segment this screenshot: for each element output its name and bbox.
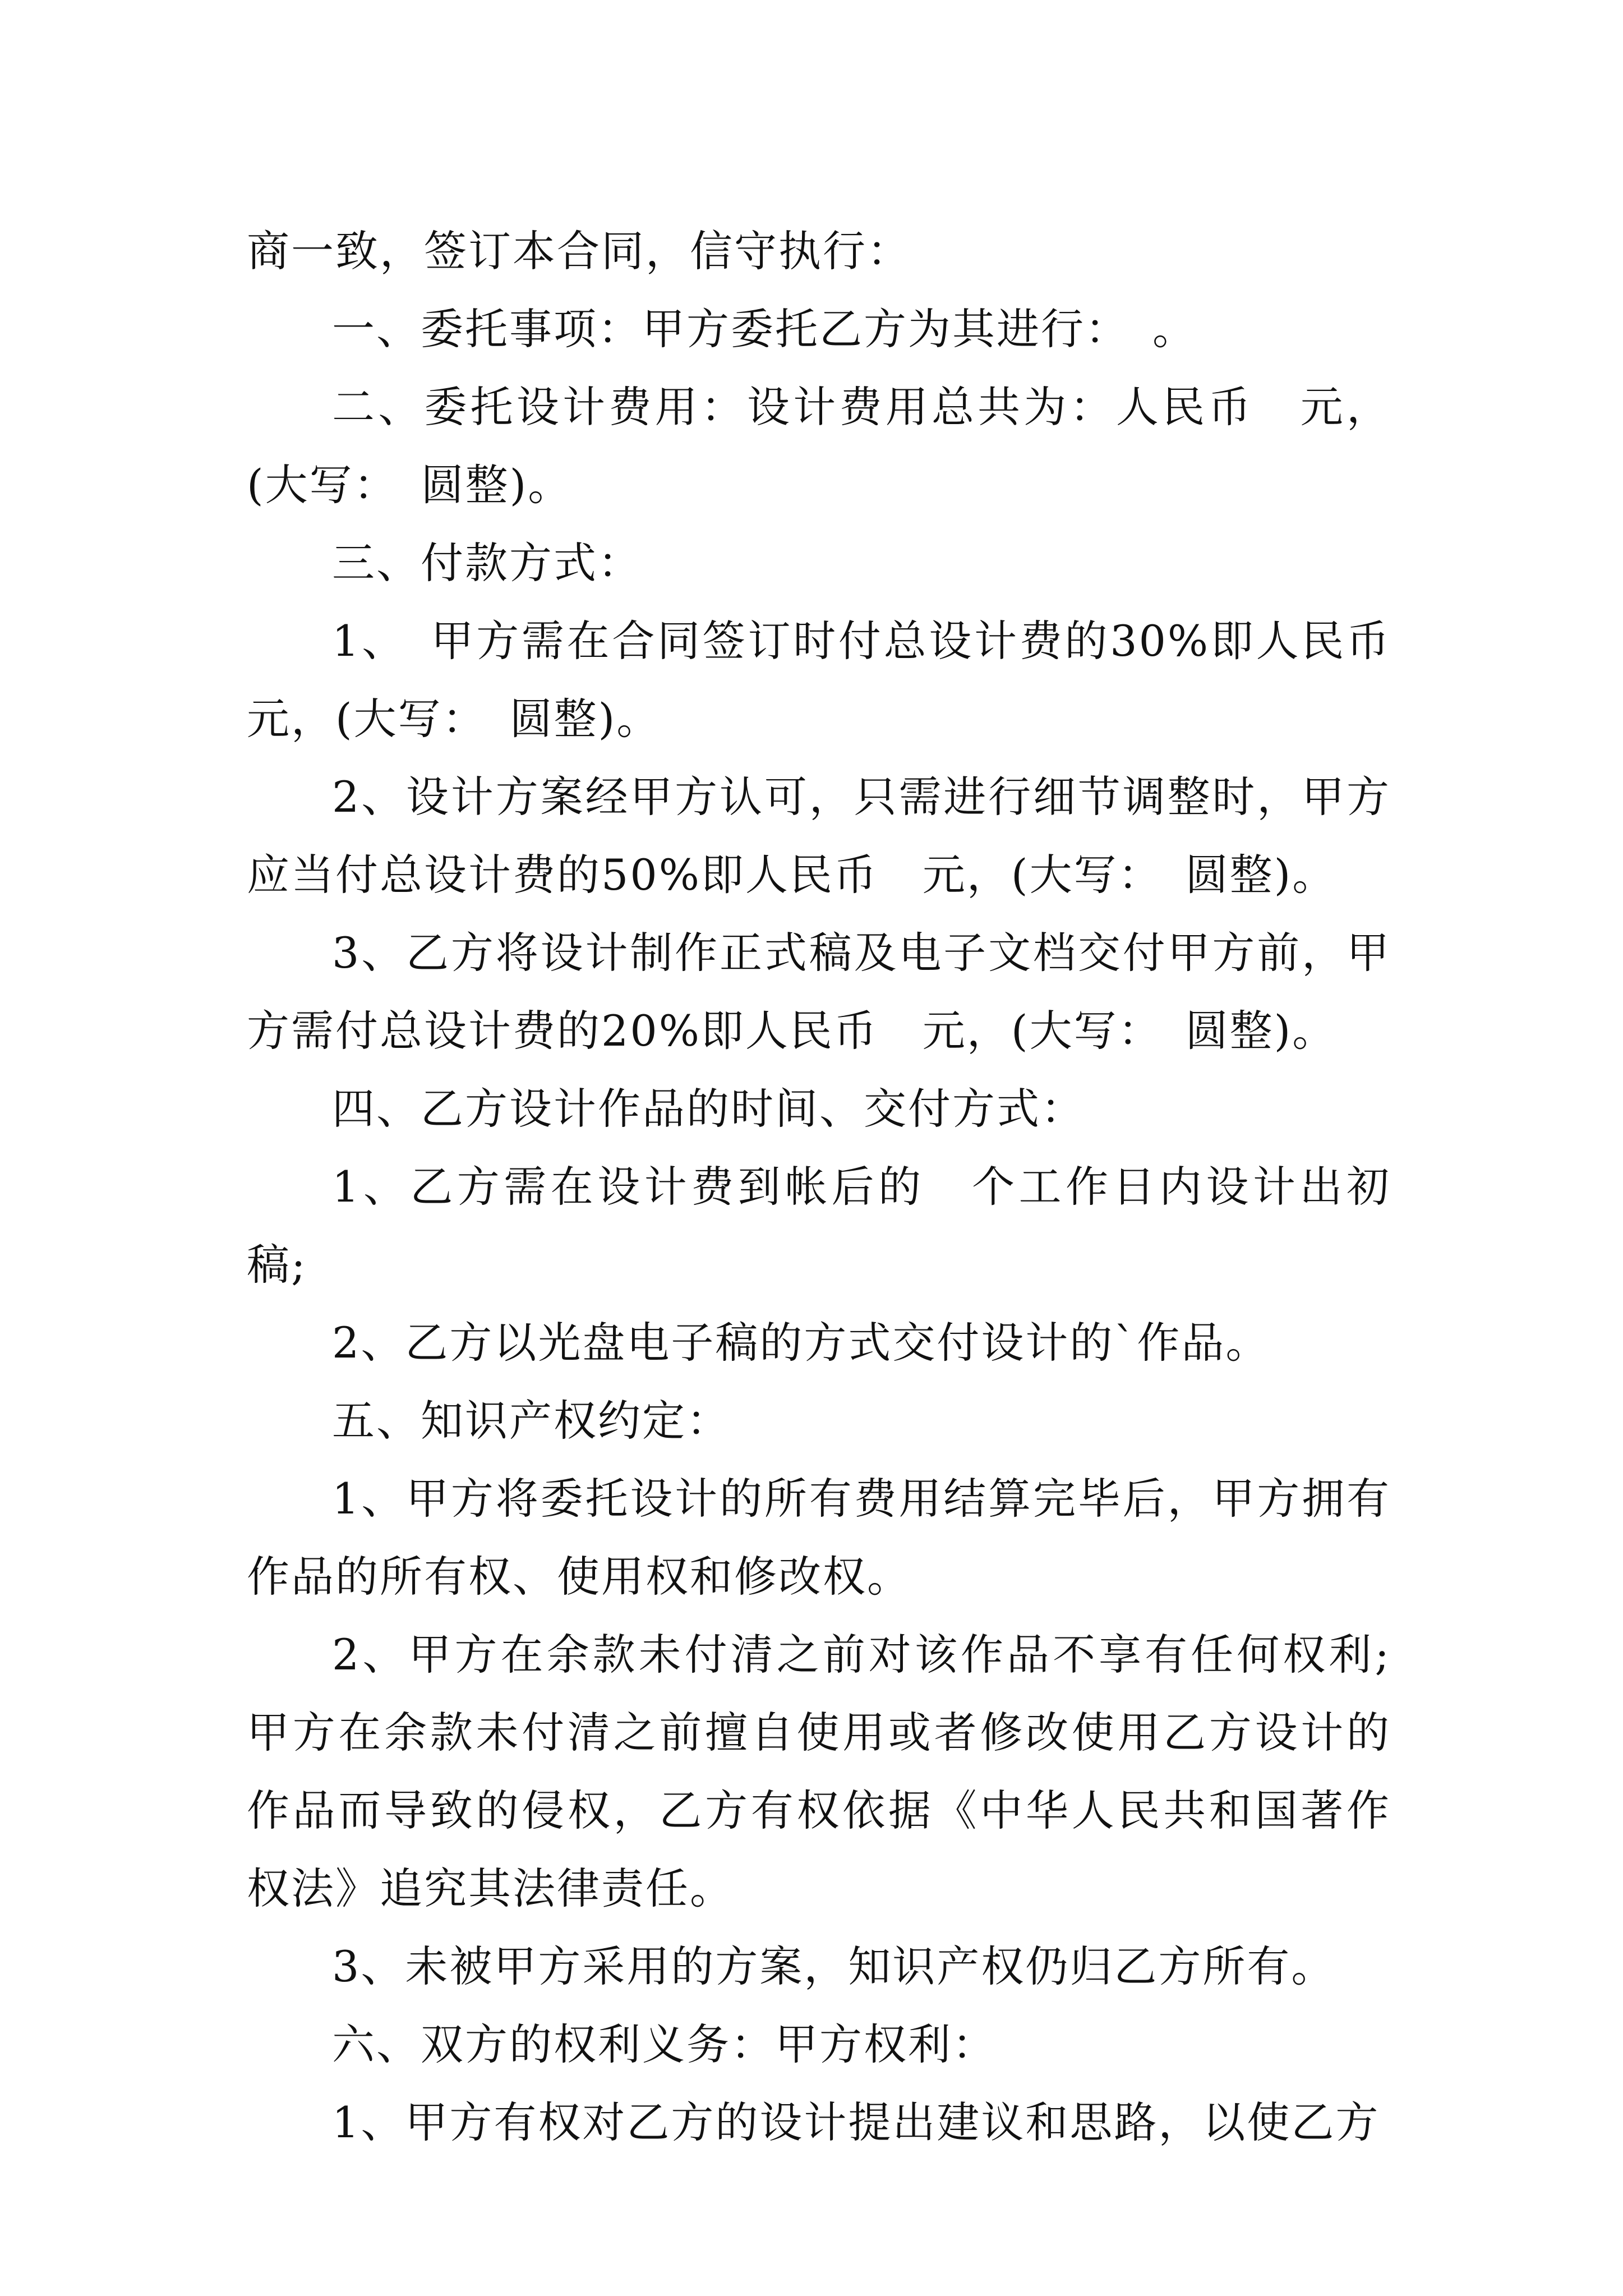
paragraph-intro: 商一致，签订本合同，信守执行： bbox=[247, 226, 911, 276]
ip-item-1: 1、甲方将委托设计的所有费用结算完毕后，甲方拥有作品的所有权、使用权和修改权。 bbox=[247, 1474, 1391, 1602]
document-body bbox=[247, 212, 1435, 2161]
delivery-item-1: 1、乙方需在设计费到帐后的 个工作日内设计出初稿; bbox=[247, 1162, 1391, 1290]
clause-payment-method: 三、付款方式： bbox=[332, 538, 642, 588]
ip-item-3: 3、未被甲方采用的方案，知识产权仍归乙方所有。 bbox=[332, 1941, 1336, 1991]
rights-item-1: 1、甲方有权对乙方的设计提出建议和思路，以使乙方 bbox=[332, 2097, 1380, 2147]
payment-item-3: 3、乙方将设计制作正式稿及电子文档交付甲方前，甲方需付总设计费的20%即人民币 元，(大写： 圆整)。 bbox=[247, 928, 1391, 1056]
delivery-item-2: 2、乙方以光盘电子稿的方式交付设计的`作品。 bbox=[332, 1318, 1270, 1368]
clause-ip: 五、知识产权约定： bbox=[332, 1396, 731, 1446]
ip-item-2: 2、甲方在余款未付清之前对该作品不享有任何权利;甲方在余款未付清之前擅自使用或者修改使用乙方设计的作品而导致的侵权，乙方有权依据《中华人民共和国著作权法》追究其法律责任。 bbox=[247, 1630, 1391, 1913]
clause-commission-item: 一、委托事项：甲方委托乙方为其进行： 。 bbox=[332, 304, 1197, 354]
clause-design-fee: 二、委托设计费用：设计费用总共为：人民币 元，(大写： 圆整)。 bbox=[247, 382, 1391, 510]
clause-rights-obligations: 六、双方的权利义务：甲方权利： bbox=[332, 2019, 997, 2069]
clause-delivery: 四、乙方设计作品的时间、交付方式： bbox=[332, 1084, 1085, 1134]
payment-item-1: 1、 甲方需在合同签订时付总设计费的30%即人民币 元，(大写： 圆整)。 bbox=[247, 616, 1435, 744]
payment-item-2: 2、设计方案经甲方认可，只需进行细节调整时，甲方应当付总设计费的50%即人民币 元，(大写： 圆整)。 bbox=[247, 772, 1391, 900]
